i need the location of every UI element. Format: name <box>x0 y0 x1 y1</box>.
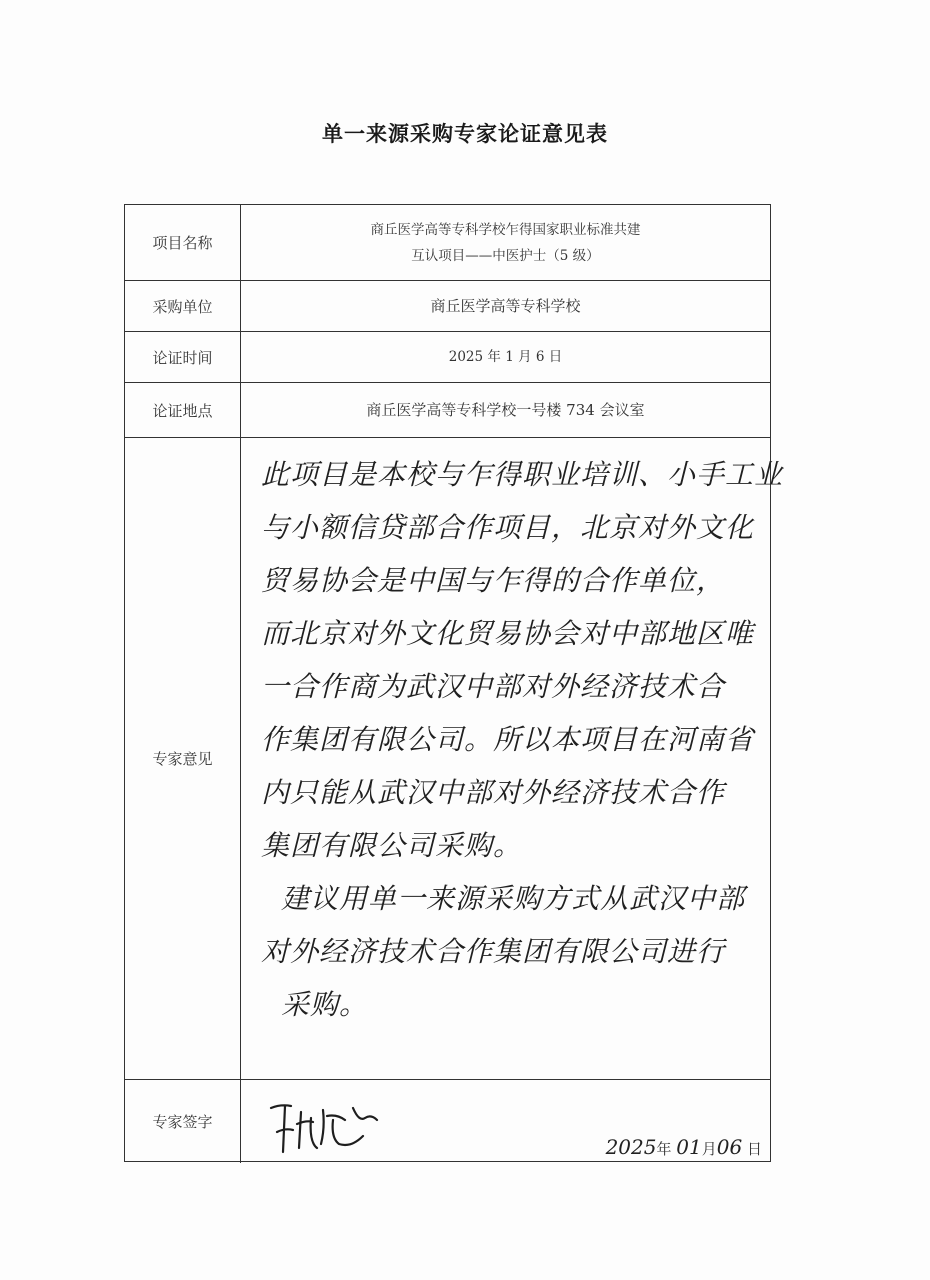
opinion-line: 与小额信贷部合作项目，北京对外文化 <box>261 511 755 544</box>
label-opinion: 专家意见 <box>125 438 241 1079</box>
row-location <box>125 383 770 438</box>
opinion-line: 内只能从武汉中部对外经济技术合作 <box>261 776 726 809</box>
label-project-name: 项目名称 <box>125 205 241 280</box>
row-purchaser <box>125 281 770 332</box>
signature-month: 01 <box>676 1135 702 1159</box>
opinion-handwriting <box>241 438 784 1079</box>
opinion-line: 采购。 <box>281 988 369 1021</box>
opinion-line: 对外经济技术合作集团有限公司进行 <box>261 935 726 968</box>
project-name-line2: 互认项目——中医护士（5 级） <box>411 247 600 264</box>
row-date <box>125 332 770 383</box>
opinion-line: 贸易协会是中国与乍得的合作单位， <box>261 564 726 597</box>
page-title: 单一来源采购专家论证意见表 <box>322 121 608 146</box>
opinion-line: 而北京对外文化贸易协会对中部地区唯 <box>261 617 755 650</box>
signature-day-unit: 日 <box>746 1140 762 1158</box>
project-name-line1: 商丘医学高等专科学校乍得国家职业标准共建 <box>370 221 641 238</box>
label-location: 论证地点 <box>125 383 241 437</box>
signature-year: 2025 <box>605 1135 657 1159</box>
signature-month-unit: 月 <box>701 1140 717 1158</box>
opinion-line: 集团有限公司采购。 <box>261 829 523 862</box>
label-date: 论证时间 <box>125 332 241 382</box>
opinion-line: 一合作商为武汉中部对外经济技术合 <box>261 670 726 703</box>
row-signature <box>125 1080 770 1163</box>
value-project-name <box>241 205 770 280</box>
signature-day: 06 <box>716 1135 743 1159</box>
opinion-line: 作集团有限公司。所以本项目在河南省 <box>261 723 755 756</box>
opinion-line: 此项目是本校与乍得职业培训、小手工业 <box>261 458 784 491</box>
label-signature: 专家签字 <box>125 1080 241 1163</box>
handwritten-signature <box>267 1098 387 1160</box>
opinion-form <box>124 204 784 1162</box>
value-purchaser: 商丘医学高等专科学校 <box>430 297 581 315</box>
label-purchaser: 采购单位 <box>125 281 241 331</box>
value-location: 商丘医学高等专科学校一号楼 734 会议室 <box>366 401 645 419</box>
value-date: 2025 年 1 月 6 日 <box>448 349 563 365</box>
signature-year-unit: 年 <box>656 1140 672 1158</box>
opinion-line: 建议用单一来源采购方式从武汉中部 <box>281 882 746 915</box>
row-project-name <box>125 205 770 281</box>
signature-date <box>606 1135 762 1159</box>
row-opinion <box>125 438 784 1080</box>
